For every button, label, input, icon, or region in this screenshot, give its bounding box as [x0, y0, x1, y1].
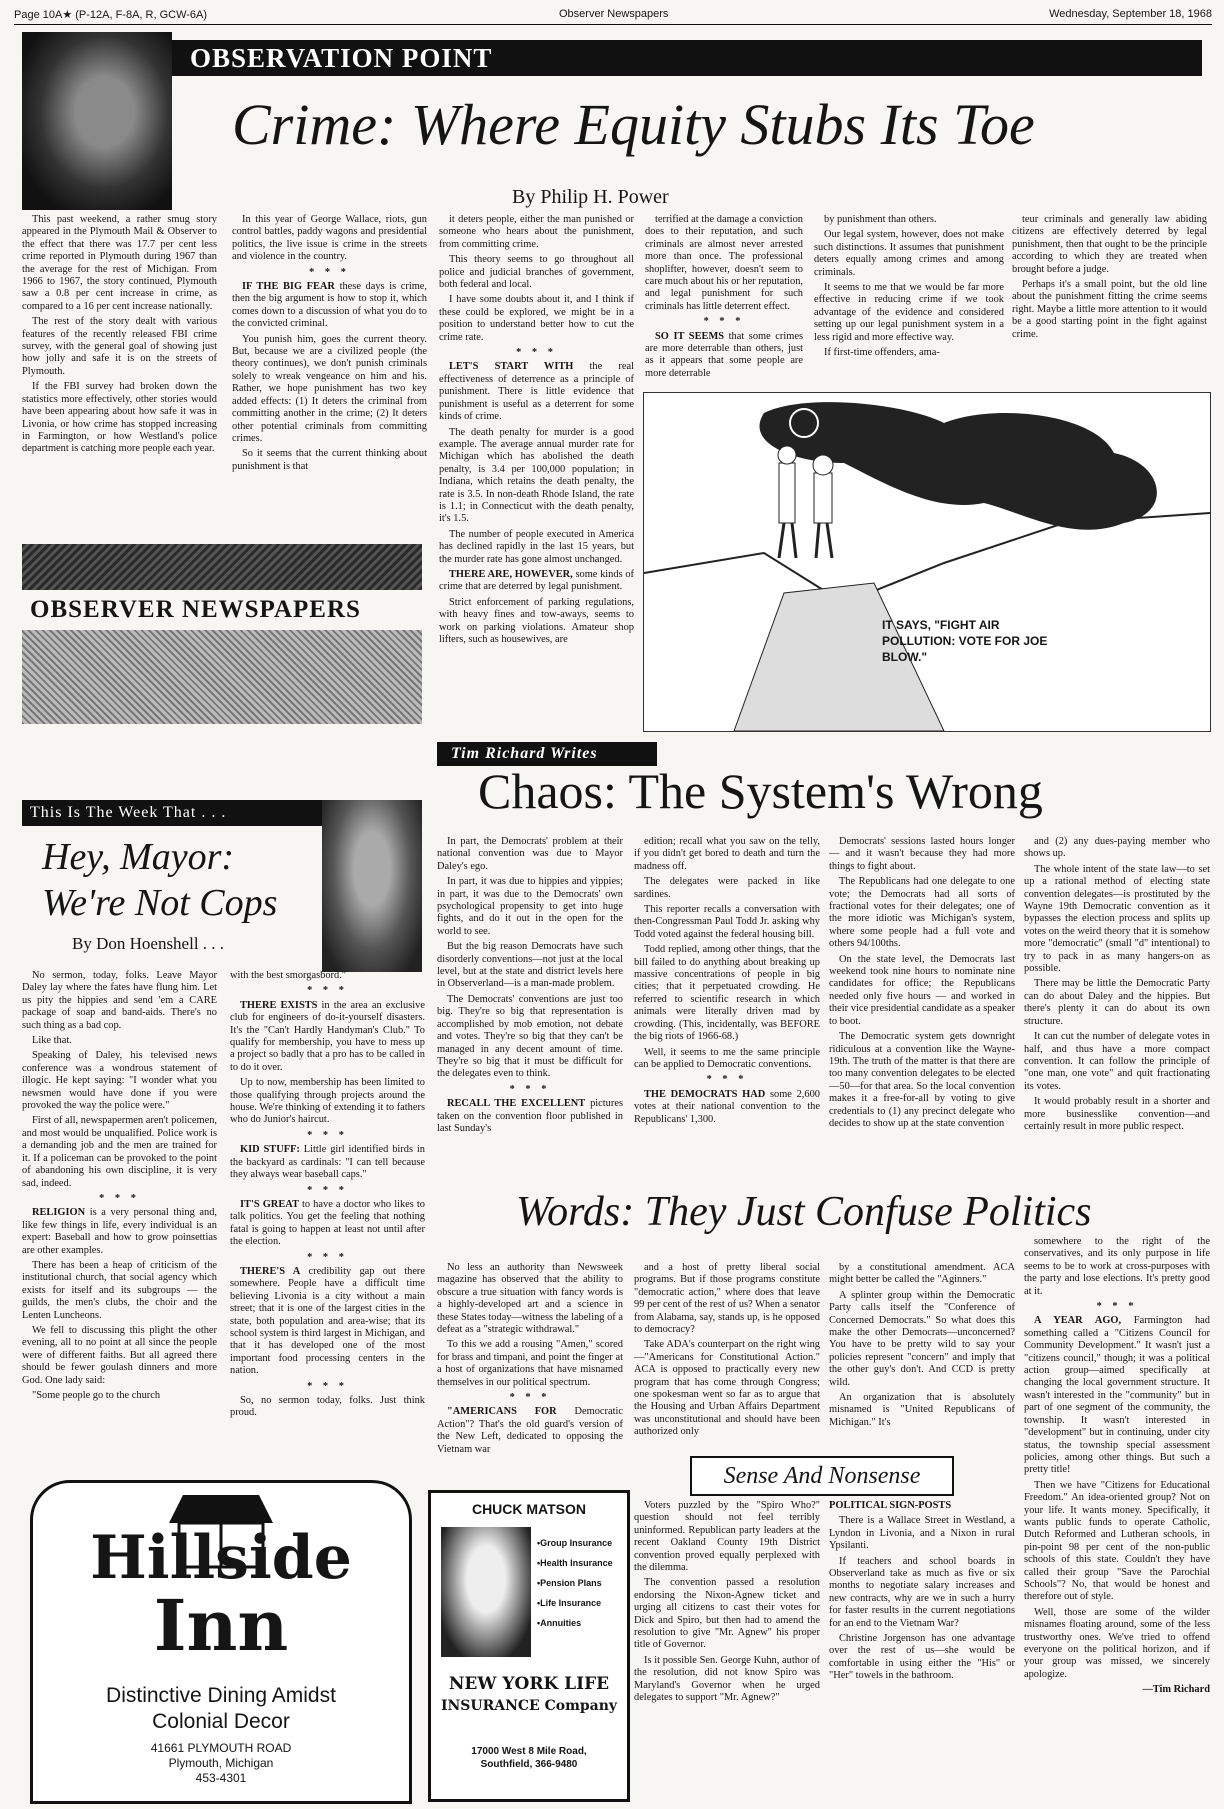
this-week-tag: This Is The Week That . . . — [22, 800, 322, 826]
paragraph: First of all, newspapermen aren't policemen, and most would be unqualified. Police work is a demanding job and the men are trained for it. If a policeman can be provoked to the point of abandoning his own discipline, it is very sad, indeed. — [22, 1115, 217, 1189]
paragraph: In part, it was due to hippies and yippies; in part, it was due to the Democrats' own psychological propensity to get into huge fights, and do it out in the open for the world to see. — [437, 876, 623, 937]
crime-byline: By Philip H. Power — [512, 186, 669, 208]
issue-date: Wednesday, September 18, 1968 — [1049, 8, 1212, 20]
paragraph: No sermon, today, folks. Leave Mayor Daley lay where the fates have flung him. Let us pity the hippies and send 'em a CARE package of soap and band-aids. There's no such thing as a bad cop. — [22, 970, 217, 1031]
masthead-bar — [14, 6, 1212, 24]
paragraph: Then we have "Citizens for Educational Freedom." An idea-oriented group? Not on your life. It wants money. Specifically, it wants public funds to operate Catholic, Dutch Reformed and Lutheran schools, in pin-point 98 per cent of the non-public schools of this state. Couldn't they have called their group "Save the Parochial Schools"? No, that would be honest and therefore out of style. — [1024, 1479, 1210, 1603]
paragraph: The death penalty for murder is a good example. The average annual murder rate for Michigan which has abolished the death penalty, is 3.4 per 100,000 population; in Indiana, which retains the death penalty, the rate is 3.5. In non-death Rhode Island, the rate is 1.1; in Connecticut with the death penalty, it's 1.5. — [439, 426, 634, 525]
crime-column-1 — [22, 214, 217, 534]
matson-company: NEW YORK LIFE INSURANCE Company — [440, 1674, 618, 1714]
paragraph: it deters people, either the man punished or someone who hears about the punishment, from committing crime. — [439, 214, 634, 250]
paragraph: by a constitutional amendment. ACA might better be called the "Aginners." — [829, 1262, 1015, 1286]
matson-service-item: •Health Insurance — [537, 1558, 613, 1568]
paragraph: and a host of pretty liberal social programs. But if those programs constitute "democratic action," where does that leave 99 per cent of the rest of us? When a senator from Alabama, say, stands up, is he opposed to democracy? — [634, 1262, 820, 1336]
sense-column-1 — [634, 1500, 820, 1800]
cartoon-caption: IT SAYS, "FIGHT AIR POLLUTION: VOTE FOR JOE BLOW." — [882, 618, 1048, 664]
hillside-tagline: Distinctive Dining Amidst Colonial Decor — [106, 1684, 336, 1733]
words-headline: Words: They Just Confuse Politics — [516, 1189, 1092, 1235]
paragraph: No less an authority than Newsweek magazine has observed that the ability to obscure a true situation with fancy words is a highly-developed art and a science in these States today—witness the labeling of a defeat as a "strategic withdrawal." — [437, 1262, 623, 1336]
paragraph: Our legal system, however, does not make such distinctions. It assumes that punishment deters equally among crimes and among criminals. — [814, 229, 1004, 278]
crime-headline: Crime: Where Equity Stubs Its Toe — [232, 92, 1035, 157]
hoenshell-byline: By Don Hoenshell . . . — [72, 934, 225, 953]
paragraph: Perhaps it's a small point, but the old line about the punishment fitting the crime seems right. Maybe a little more attention to it would be a good starting point in the fight against crime. — [1012, 279, 1207, 340]
author-photo-power — [22, 32, 172, 210]
words-column-1: No less an authority than Newsweek magazine has observed that the ability to obscure a true situation with fancy words is a highly-developed art and a science in these States today—witness the labeling of a defeat as a "strategic withdrawal." To this we add a rousing "Amen," scored for brass and timpani, and point the finger at a host of organizations that have misnamed themselves in our political spectrum. * * * "AMERICANS FOR Democratic Action"? That's the old guard's version of the New Left, dedicated to opposing the Vietnam war — [437, 1262, 623, 1455]
cartoon-drawing — [644, 393, 1210, 731]
crime-column-3: it deters people, either the man punished or someone who hears about the punishment, from committing crime. This theory seems to go throughout all police and judicial branches of government, both federal and local. I have some doubts about it, and I think if these could be explored, we might be in a position to understand better how to cut the crime rate. * * * LET'S START WITH the real effectiveness of deterrence as a principle of punishment. There is little evidence that punishment is useful as a deterrent for some kinds of crime. The death penalty for murder is a good example. The average annual murder rate for Michigan which has abolished the death penalty, is 3.4 per 100,000 population; in Indiana, which retains the death penalty, the rate is 3.5. In non-death Rhode Island, the rate is 1.1; in Connecticut with the death penalty, it's 1.5. The number of people executed in America has declined rapidly in the last 15 years, but the murder rate has gone almost unchanged. THERE ARE, HOWEVER, some kinds of crime that are deterred by legal punishment. Strict enforcement of parking regulations, with heavy fines and tow-aways, seems to work on parking violations. Amateur shop lifters, such as housewives, are — [439, 214, 634, 645]
paragraph: In this year of George Wallace, riots, gun control battles, paddy wagons and presidential politics, the live issue is crime in the streets and violence in the country. — [232, 214, 427, 263]
paragraph: This theory seems to go throughout all police and judicial branches of government, both federal and local. — [439, 254, 634, 291]
paragraph: The number of people executed in America has declined rapidly in the last 15 years, but the murder rate has gone almost unchanged. — [439, 528, 634, 565]
crime-column-6 — [1012, 214, 1207, 394]
observer-logo-strip — [22, 544, 422, 590]
sense-nonsense-title-box: Sense And Nonsense — [690, 1456, 954, 1496]
matson-service-item: •Life Insurance — [537, 1598, 602, 1608]
matson-service-item: •Pension Plans — [537, 1578, 602, 1588]
observer-texture-block — [22, 630, 422, 724]
paragraph: teur criminals and generally law abiding citizens are effectively deterred by legal punishment, then that ought to be the principle according to which they are treated when brought before a judge. — [1012, 214, 1207, 275]
matson-service-item: •Annuities — [537, 1618, 582, 1628]
paragraph: and (2) any dues-paying member who shows up. — [1024, 836, 1210, 860]
chaos-column-3 — [829, 836, 1015, 1156]
paragraph: An organization that is absolutely misnamed is "United Republicans of Michigan." It's — [829, 1392, 1015, 1428]
words-column-4: somewhere to the right of the conservatives, and its only purpose in life seems to be to work at cross-purposes with the party and lose elections. It's pretty good at it. * * * A YEAR AGO, Farmington had something called a "Citizens Council for Community Development." It wasn't just a "citizens council," though; it was a political action group—aimed specifically at changing the local government structure. It wasn't interested in the "community" but in part of one segment of the community, the township. It wasn't interested in "development" but in continuing, under city status, the township special assessment policies, among other things. But such a pretty title! Then we have "Citizens for Educational Freedom." An idea-oriented group? Not on your life. It wants money. Specifically, it wants public funds to operate Catholic, Dutch Reformed and Lutheran schools, in pin-point 98 per cent of the non-public schools of this state. Couldn't they have called their group "Save the Parochial Schools"? No, that would be honest and therefore out of style. Well, those are some of the wilder misnames floating around, some of the less trustworthy ones. We've tried to offend everyone on the political horizon, and if your group was missed, we sincerely apologize. —Tim Richard — [1024, 1236, 1210, 1696]
crime-column-2: In this year of George Wallace, riots, gun control battles, paddy wagons and presidential politics, the live issue is crime in the streets and violence in the country. * * * IF THE BIG FEAR these days is crime, then the big argument is how to stop it, which comes down to a discussion of what you do to the convicted criminal. You punish him, goes the current theory. But, because we are a civilized people (the theory continues), we don't punish criminals solely to wreak vengeance on him and his. Rather, we hope punishment has two key added effects: (1) It deters the criminal from committing another in the crime; (2) It deters other potential criminals from committing crimes. So it seems that the current thinking about punishment is that — [232, 214, 427, 472]
paragraph: The Democratic system gets downright ridiculous at a convention like the Wayne-19th. The truth of the matter is that there are too many convention delegates to be elected—50—for that area. So the local convention makes it a free-for-all by voting to give credentials to (1) any precinct delegate who decides to show up at the state convention — [829, 1031, 1015, 1129]
paragraph: The whole intent of the state law—to set up a rational method of electing state convention delegates—is prostituted by the Wayne 19th Democratic convention as it bypasses the election process and splits up votes on the weird theory that it is somehow more "democratic" (small "d" intentional) to try to pack in as many hangers-on as possible. — [1024, 863, 1210, 975]
paragraph: I have some doubts about it, and I think if these could be explored, we might be in a position to understand better how to cut the crime rate. — [439, 294, 634, 343]
paragraph: The Republicans had one delegate to one vote; the Democrats had all sorts of fractional votes for their delegates; one of the more idiotic was Michigan's system, where some people had a full vote and others 94/100ths. — [829, 876, 1015, 950]
words-column-3 — [829, 1262, 1015, 1482]
paragraph: Strict enforcement of parking regulations, with heavy fines and tow-aways, seems to work on parking violations. Amateur shop lifters, such as housewives, are — [439, 596, 634, 645]
paragraph: It seems to me that we would be far more effective in reducing crime if we took advantage of the evidence and considered setting up our legal punishment system in a less rigid and more effective way. — [814, 282, 1004, 343]
paragraph: by punishment than others. — [824, 214, 937, 225]
paragraph: It can cut the number of delegate votes in half, and thus have a more compact convention. It can follow the principle of "one man, one vote" and quit fractionating its votes. — [1024, 1031, 1210, 1092]
paragraph: The convention passed a resolution endorsing the Nixon-Agnew ticket and urging all citizens to cast their votes for Dick and Spiro, but then had to amend the resolution to give "Mr. Agnew" his proper title of Governor. — [634, 1577, 820, 1651]
paragraph: This past weekend, a rather smug story appeared in the Plymouth Mail & Observer to the effect that there was 17.7 per cent less crime reported in Plymouth during 1967 than the average for the rest of Michigan. From 1966 to 1967, the story continued, Plymouth saw a 0.8 per cent increase in crime, as compared to a 16 per cent increase nationally. — [22, 214, 217, 312]
week-column-2: with the best smorgasbord." * * * THERE EXISTS in the area an exclusive club for engineers of do-it-yourself disasters. It's the "Can't Hardly Handyman's Club." To qualify for membership, you have to mess up a project so badly that a pro has to be called in to do it over. Up to now, membership has been limited to those qualifying through projects around the house. We're thinking of extending it to fathers who do Junior's haircut. * * * KID STUFF: Little girl identified birds in the backyard as cardinals: "I can tell because they always wear baseball caps." * * * IT'S GREAT to have a doctor who likes to talk politics. You get the feeling that nothing fatal is going to happen at least not until after the election. * * * THERE'S A credibility gap out there somewhere. People have a difficult time believing Livonia is a city without a main street; that it is one of the largest cities in the state, both population and area-wise; that its school system is third largest in Michigan, and that it has developed one of the most important food processing centers in the nation. * * * So, no sermon today, folks. Just think proud. — [230, 970, 425, 1419]
tim-richard-tag: Tim Richard Writes — [437, 742, 657, 766]
paragraph: There is a Wallace Street in Westland, a Lyndon in Livonia, and a Nixon in rural Ypsilanti. — [829, 1515, 1015, 1552]
author-photo-hoenshell — [322, 800, 422, 972]
paragraph: It would probably result in a shorter and more businesslike convention—and certainly result in more public respect. — [1024, 1096, 1210, 1132]
matson-address: 17000 West 8 Mile Road, Southfield, 366-9480 — [471, 1746, 587, 1770]
paragraph: Like that. — [32, 1035, 72, 1047]
hillside-inn-logo: Hillside Inn — [90, 1523, 352, 1667]
observation-point-banner — [172, 40, 1202, 76]
paragraph: The rest of the story dealt with various features of the recently released FBI crime survey, with the general goal of showing just how jolly and safe it is on the streets of Plymouth. — [22, 316, 217, 377]
page-reference: Page 10A★ (P-12A, F-8A, R, GCW-6A) — [14, 9, 208, 21]
paragraph: To this we add a rousing "Amen," scored for brass and timpani, and point the finger at a host of organizations that have misnamed themselves in our political spectrum. — [437, 1339, 623, 1388]
crime-column-5 — [814, 214, 1004, 394]
paragraph: We fell to discussing this plight the other evening, all to no point at all since the people were of different faiths. But all agreed there should be fewer goulash dinners and more God. One lady said: — [22, 1324, 217, 1386]
paper-name: Observer Newspapers — [559, 8, 669, 20]
hey-mayor-headline: Hey, Mayor: We're Not Cops — [42, 836, 278, 924]
chaos-column-1: In part, the Democrats' problem at their national convention was due to Mayor Daley's ego. In part, it was due to hippies and yippies; in part, it was due to the Democrats' own psychological propensity to get into huge fights, and do it out in the open for the world to see. But the big reason Democrats have such disorderly conventions—not just at the local level, but at the state and district levels here in Observerland—is a man-made problem. The Democrats' conventions are just too big. They're so big that representation is accomplished by mob emotion, not debate and votes. They're so big that they can't be managed in any decent amount of time. They're so big that it must be difficult for the delegates even to think. * * * RECALL THE EXCELLENT pictures taken on the convention floor published in last Sunday's — [437, 836, 623, 1134]
paragraph: Well, it seems to me the same principle can be applied to Democratic conventions. — [634, 1046, 820, 1070]
paragraph: There may be little the Democratic Party can do about Daley and the hippies. But there's plenty it can do about its own structure. — [1024, 978, 1210, 1027]
paragraph: So it seems that the current thinking about punishment is that — [232, 448, 427, 472]
paragraph: This reporter recalls a conversation with then-Congressman Paul Todd Jr. asking why Todd voted against the federal housing bill. — [634, 904, 820, 940]
paragraph: The delegates were packed in like sardines. — [634, 876, 820, 900]
matson-name: CHUCK MATSON — [471, 1501, 587, 1517]
paragraph: Up to now, membership has been limited to those qualifying through projects around the house. We're thinking of extending it to fathers who do Junior's haircut. — [230, 1077, 425, 1126]
paragraph: Well, those are some of the wilder misnames floating around, some of the less trustworthy ones. We've tried to offend everyone on the political horizon, and if your group was missed, we sincerely apologize. — [1024, 1606, 1210, 1680]
chaos-column-2: edition; recall what you saw on the telly, if you didn't get bored to death and turn the madness off. The delegates were packed in like sardines. This reporter recalls a conversation with then-Congressman Paul Todd Jr. asking why Todd voted against the federal housing bill. Todd replied, among other things, that the bill failed to do anything about breaking up massive concentrations of people in big cities; that it perpetuated crowding. He referred to scientific research in which animals were literally driven mad by crowding. (This, incidentally, was BEFORE the big riots of 1966-68.) Well, it seems to me the same principle can be applied to Democratic conventions. * * * THE DEMOCRATS HAD some 2,600 votes at their national convention to the Republicans' 1,300. — [634, 836, 820, 1125]
paragraph: Christine Jorgenson has one advantage over the rest of us—she would be comfortable in using either the "His" or "Her" towels in the bathroom. — [829, 1633, 1015, 1682]
chaos-column-4 — [1024, 836, 1210, 1156]
hillside-inn-ad — [30, 1480, 412, 1804]
paragraph: You punish him, goes the current theory. But, because we are a civilized people (the theory continues), we don't punish criminals solely to wreak vengeance on him and his. Rather, we hope punishment has two key added effects: (1) It deters the criminal from committing another in the crime; (2) It deters other potential criminals from committing crimes. — [232, 333, 427, 444]
paragraph: terrified at the damage a conviction does to their reputation, and such criminals are almost never arrested more than once. The professional shoplifter, however, doesn't seem to care much about his or her reputation, and legal punishment for such criminals has little deterrent effect. — [645, 214, 803, 312]
pollution-cartoon — [643, 392, 1211, 732]
paragraph: Voters puzzled by the "Spiro Who?" question should not feel terribly uninformed. Republican party leaders at the recent Oakland County 19th District convention proved equally perplexed with the dilemma. — [634, 1500, 820, 1574]
hillside-address: 41661 PLYMOUTH ROAD Plymouth, Michigan 453-4301 — [150, 1741, 292, 1785]
paragraph: If the FBI survey had broken down the statistics more effectively, other stories would have been appearing about how safe it was in Livonia, or how crime has stopped increasing in Farmington, or how Westland's police department is catching more people each year. — [22, 381, 217, 455]
paragraph: Democrats' sessions lasted hours longer — and it wasn't because they had more things to fight about. — [829, 836, 1015, 872]
paragraph: "Some people go to the church — [32, 1390, 161, 1401]
paragraph: On the state level, the Democrats last weekend took nine hours to nominate nine candidates for office; the Republicans needed only five hours — and worked in their vice presidential candidate as a speaker to boot. — [829, 953, 1015, 1027]
paragraph: A splinter group within the Democratic Party calls itself the "Conference of Concerned Democrats." So what does this make the other Democrats—unconcerned? You have to be pretty wild to say your policies represent "concern" and imply that the other guy's don't. And CCD is pretty wild. — [829, 1289, 1015, 1388]
paragraph: The Democrats' conventions are just too big. They're so big that representation is accomplished by mob emotion, not debate and votes. They're so big that they can't be managed in any decent amount of time. They're so big that it must be difficult for the delegates even to think. — [437, 993, 623, 1080]
chuck-matson-ad — [428, 1490, 630, 1802]
paragraph: If first-time offenders, ama- — [824, 347, 940, 359]
chaos-headline: Chaos: The System's Wrong — [478, 763, 1043, 819]
observation-point-title: OBSERVATION POINT — [190, 43, 493, 73]
matson-services — [537, 1537, 625, 1637]
paragraph: Todd replied, among other things, that the bill failed to do anything about breaking up massive concentrations of people in big cities; that it perpetuated crowding. He referred to scientific research in which animals were literally driven mad by crowding. (This, incidentally, was BEFORE the big riots of 1966-68.) — [634, 944, 820, 1043]
crime-column-4: terrified at the damage a conviction does to their reputation, and such criminals are almost never arrested more than once. The professional shoplifter, however, doesn't seem to care much about his or her reputation, and legal punishment for such criminals has little deterrent effect. * * * SO IT SEEMS that some crimes are more deterrable than others, just as it appears that some people are more deterrable — [645, 214, 803, 379]
observer-banner: OBSERVER NEWSPAPERS — [30, 596, 361, 623]
words-column-2 — [634, 1262, 820, 1482]
matson-service-item: •Group Insurance — [537, 1538, 613, 1548]
paragraph: Take ADA's counterpart on the right wing—"Americans for Constitutional Action." ACA is opposed to practically every new program that has come through Congress; one spokesman went so far as to argue that the Housing and Urban Affairs Department was unconstitutional and should have been authorized only — [634, 1339, 820, 1438]
paragraph: But the big reason Democrats have such disorderly conventions—not just at the local level, but at the state and district levels here in Observerland—is a man-made problem. — [437, 941, 623, 990]
matson-photo — [441, 1527, 531, 1657]
sense-column-2: POLITICAL SIGN-POSTS There is a Wallace Street in Westland, a Lyndon in Livonia, and a Nixon in rural Ypsilanti. If teachers and school boards in Observerland take as much as five or six months to negotiate salary increases and new contracts, why are we in such a hurry for faster results in the current negotiations for an end to the Vietnam War? Christine Jorgenson has one advantage over the rest of us—she would be comfortable in using either the "His" or "Her" towels in the bathroom. — [829, 1500, 1015, 1682]
week-column-1: No sermon, today, folks. Leave Mayor Daley lay where the fates have flung him. Let us pity the hippies and send 'em a CARE package of soap and band-aids. There's no such thing as a bad cop. Like that. Speaking of Daley, his televised news conference was a wondrous statement of illogic. He kept saying: "I wonder what you newsmen would have done if you were provoked the way the police were." First of all, newspapermen aren't policemen, and most would be unqualified. Police work is a demanding job and the men are trained for it. If a policeman can be provoked to the point of abandoning his own discipline, it is very sad, indeed. * * * RELIGION is a very personal thing and, like few things in life, every individual is an expert: Baseball and how to grow poinsettias are other examples. There has been a heap of criticism of the institutional church, that social agency which exists for itself and its subgroups — the guilds, the men's clubs, the choir and the Lenten Luncheons. We fell to discussing this plight the other evening, all to no point at all since the people were of different faiths. But all agreed there should be fewer goulash dinners and more God. One lady said: "Some people go to the church — [22, 970, 217, 1401]
paragraph: There has been a heap of criticism of the institutional church, that social agency which exists for itself and its subgroups — the guilds, the men's clubs, the choir and the Lenten Luncheons. — [22, 1259, 217, 1321]
paragraph: somewhere to the right of the conservatives, and its only purpose in life seems to be to work at cross-purposes with the party and lose elections. It's pretty good at it. — [1024, 1236, 1210, 1297]
paragraph: If teachers and school boards in Observerland take as much as five or six months to negotiate salary increases and new contracts, why are we in such a hurry for faster results in the current negotiations for an end to the Vietnam War? — [829, 1555, 1015, 1629]
paragraph: edition; recall what you saw on the telly, if you didn't get bored to death and turn the madness off. — [634, 836, 820, 872]
paragraph: In part, the Democrats' problem at their national convention was due to Mayor Daley's ego. — [437, 836, 623, 872]
paragraph: Is it possible Sen. George Kuhn, author of the resolution, did not know Spiro was Maryland's Governor when he urged delegates to support "Mr. Agnew?" — [634, 1654, 820, 1704]
paragraph: Speaking of Daley, his televised news conference was a wondrous statement of illogic. He kept saying: "I wonder what you newsmen would have done if you were provoked the way the police were." — [22, 1050, 217, 1112]
